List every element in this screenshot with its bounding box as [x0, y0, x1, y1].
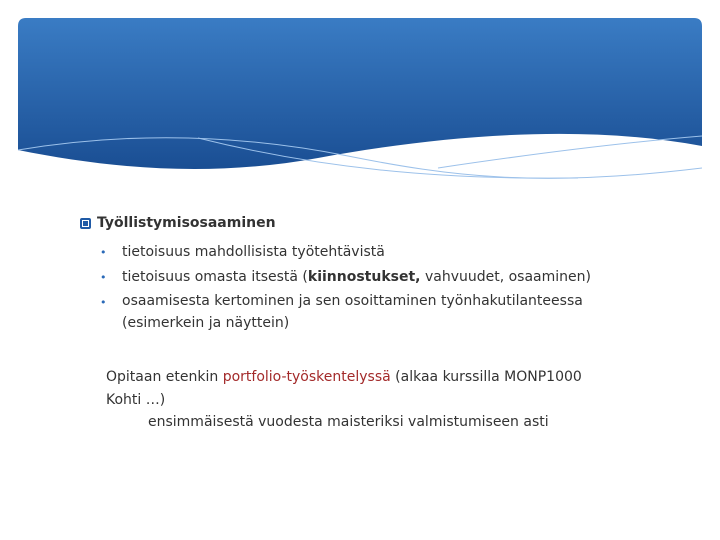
list-item: [100, 265, 660, 290]
info-paragraph: [106, 366, 666, 412]
para-pre: Opitaan etenkin: [106, 369, 223, 385]
bullet-icon: •: [100, 296, 107, 309]
para-highlight: portfolio-työskentelyssä: [222, 369, 391, 385]
checkbox-bullet-icon: [80, 218, 91, 229]
section-heading: [80, 215, 276, 231]
item-text-bold: kiinnostukset,: [307, 269, 421, 285]
item-text-line2: (esimerkein ja näyttein): [122, 315, 290, 331]
item-text-line1: osaamisesta kertominen ja sen osoittaminen työnhakutilanteessa: [122, 293, 583, 309]
item-text-pre: tietoisuus omasta itsestä (: [122, 269, 308, 285]
list-item: [100, 290, 660, 334]
item-text-post: vahvuudet, osaaminen): [420, 269, 591, 285]
bullet-icon: •: [100, 246, 107, 259]
indented-line: ensimmäisestä vuodesta maisteriksi valmistumiseen asti: [148, 414, 549, 430]
bullet-list: [100, 240, 660, 334]
title-banner: [18, 18, 702, 190]
list-item: [100, 240, 660, 265]
para-line2: Kohti …): [106, 392, 166, 408]
item-text: tietoisuus mahdollisista työtehtävistä: [122, 244, 385, 260]
bullet-icon: •: [100, 271, 107, 284]
para-post: (alkaa kurssilla MONP1000: [390, 369, 582, 385]
heading-text: Työllistymisosaaminen: [97, 215, 276, 231]
